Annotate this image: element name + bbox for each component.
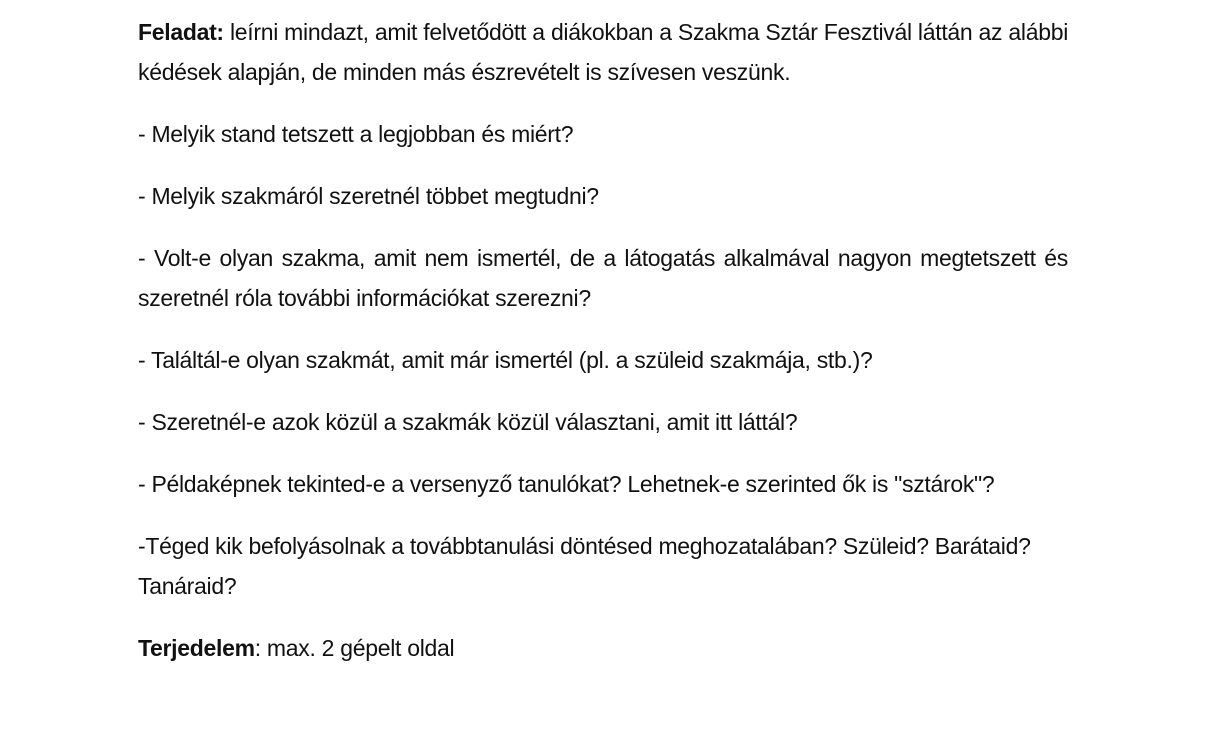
length-text: : max. 2 gépelt oldal	[254, 635, 455, 661]
question-7: -Téged kik befolyásolnak a továbbtanulási döntésed meghozatalában? Szüleid? Barátaid? Tanáraid?	[138, 533, 1031, 599]
task-text: leírni mindazt, amit felvetődött a diákokban a Szakma Sztár Fesztivál láttán az alábbi kédések alapján, de minden más észrevételt is szívesen veszünk.	[138, 19, 1068, 85]
question-3: - Volt-e olyan szakma, amit nem ismertél, de a látogatás alkalmával nagyon megtetszett és szeretnél róla további információkat szerezni?	[138, 245, 1068, 311]
question-6: - Példaképnek tekinted-e a versenyző tanulókat? Lehetnek-e szerinted ők is "sztárok"?	[138, 471, 995, 497]
question-5: - Szeretnél-e azok közül a szakmák közül választani, amit itt láttál?	[138, 409, 798, 435]
document-page	[138, 12, 1068, 690]
question-1: - Melyik stand tetszett a legjobban és miért?	[138, 121, 574, 147]
length-paragraph	[138, 628, 1068, 668]
question-4: - Találtál-e olyan szakmát, amit már ismertél (pl. a szüleid szakmája, stb.)?	[138, 347, 873, 373]
task-label: Feladat:	[138, 19, 224, 45]
question-2: - Melyik szakmáról szeretnél többet megtudni?	[138, 183, 599, 209]
task-paragraph	[138, 12, 1068, 92]
length-label: Terjedelem	[138, 635, 255, 661]
